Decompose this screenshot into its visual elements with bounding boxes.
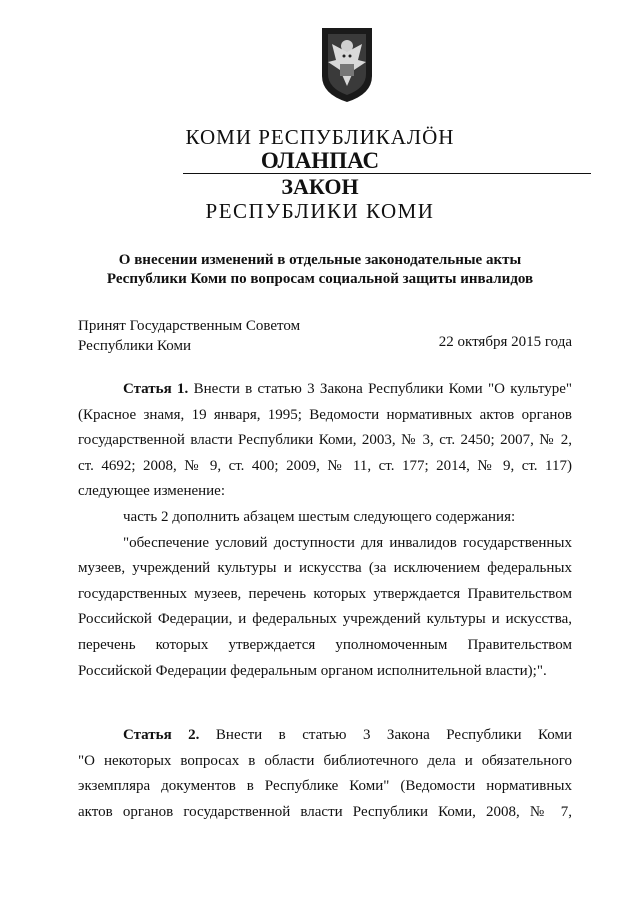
article-1-line: Российской Федерации, и федеральных учреждений культуры и искусства, <box>78 611 572 628</box>
article-2-line: актов органов государственной власти Республики Коми, 2008, № 7, <box>78 803 572 820</box>
article-2-title: Статья 2. <box>123 727 200 743</box>
header-law-title: ЗАКОН <box>281 174 359 199</box>
law-subject-line-1: О внесении изменений в отдельные законодательные акты <box>118 252 522 268</box>
article-2 <box>78 723 572 825</box>
coat-of-arms-emblem <box>318 26 376 104</box>
article-1 <box>78 377 572 684</box>
article-1-line: ст. 4692; 2008, № 9, ст. 400; 2009, № 11, ст. 177; 2014, № 9, ст. 117) <box>78 457 572 474</box>
article-1-line: государственных музеев, перечень которых утверждается Правительством <box>78 585 572 602</box>
article-1-line: государственной власти Республики Коми, 2003, № 3, ст. 2450; 2007, № 2, <box>78 432 572 449</box>
adoption-line-1: Принят Государственным Советом <box>78 318 301 334</box>
article-1-line: музеев, учреждений культуры и искусства (за исключением федеральных <box>78 560 572 577</box>
article-2-line: экземпляра документов в Республике Коми" (Ведомости нормативных <box>78 778 572 795</box>
article-2-line: Статья 2. Внести в статью 3 Закона Республики Коми <box>123 727 572 743</box>
header-republic-title: РЕСПУБЛИКИ КОМИ <box>205 199 435 223</box>
article-1-line: Российской Федерации федеральным органом исполнительной власти);". <box>78 662 547 679</box>
adoption-date: 22 октября 2015 года <box>438 334 572 350</box>
article-1-line: перечень которых утверждается уполномоченным Правительством <box>78 636 572 653</box>
article-1-line: (Красное знамя, 19 января, 1995; Ведомости нормативных актов органов <box>78 406 572 423</box>
article-2-line: "О некоторых вопросах в области библиотечного дела и обязательного <box>78 752 572 769</box>
header-komi-law: ОЛАНПАС <box>260 148 380 173</box>
article-1-line: "обеспечение условий доступности для инвалидов государственных <box>123 534 572 551</box>
article-1-title: Статья 1. <box>123 381 189 397</box>
article-1-line: следующее изменение: <box>78 483 226 500</box>
header-komi-republic: КОМИ РЕСПУБЛИКАЛӦН <box>185 125 455 149</box>
article-1-line: часть 2 дополнить абзацем шестым следующего содержания: <box>123 508 516 525</box>
adoption-line-2: Республики Коми <box>78 338 191 354</box>
law-subject-line-2: Республики Коми по вопросам социальной защиты инвалидов <box>106 271 534 287</box>
article-1-line: Статья 1. Внести в статью 3 Закона Республики Коми "О культуре" <box>123 381 573 397</box>
adoption-statement <box>78 316 300 356</box>
